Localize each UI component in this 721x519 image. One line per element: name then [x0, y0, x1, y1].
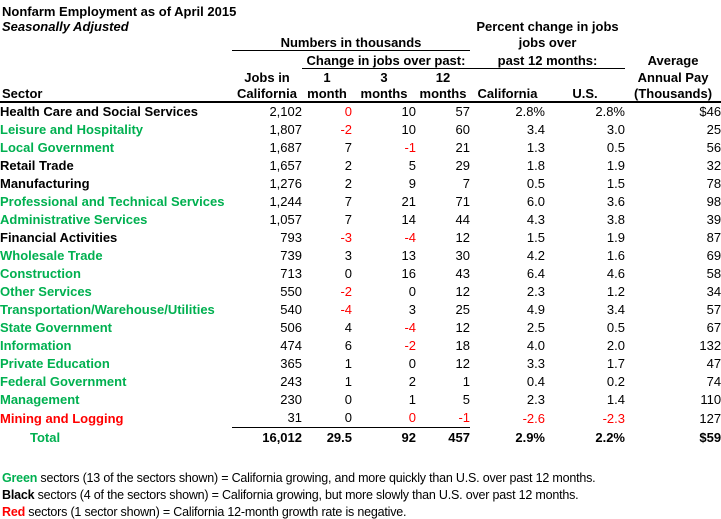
cell-change-1-month: 1	[344, 374, 352, 389]
cell-pct-change-us: 0.2	[606, 374, 625, 389]
table-row	[0, 373, 721, 391]
sector-name: Private Education	[0, 356, 110, 371]
table-row	[0, 121, 721, 139]
cell-average-annual-pay: 110	[700, 392, 721, 407]
cell-pct-change-california: 2.5	[526, 320, 545, 335]
cell-pct-change-california: 3.4	[526, 122, 545, 137]
header-percent-group-line2: jobs over	[518, 35, 577, 50]
header-spacer	[232, 19, 470, 34]
cell-jobs-in-california: 1,244	[269, 194, 302, 209]
cell-change-1-month: 7	[344, 140, 352, 155]
cell-change-1-month: 2	[344, 158, 352, 173]
cell-average-annual-pay: 32	[706, 158, 721, 173]
header-spacer	[625, 34, 721, 50]
cell-jobs-in-california: 1,057	[269, 212, 302, 227]
cell-average-annual-pay: 78	[706, 176, 721, 191]
header-spacer	[232, 50, 302, 68]
cell-change-3-months: 0	[408, 356, 416, 371]
cell-change-1-month: 4	[344, 320, 352, 335]
header-change-group: Change in jobs over past:	[302, 50, 470, 68]
sector-name: State Government	[0, 320, 112, 335]
footnote	[2, 470, 721, 487]
cell-pct-change-california: -2.6	[522, 410, 545, 426]
cell-change-12-months: 71	[455, 194, 470, 209]
cell-change-1-month: 0	[344, 266, 352, 281]
table-row	[0, 175, 721, 193]
cell-change-12-months: 44	[455, 212, 470, 227]
header-spacer	[545, 68, 625, 85]
table-row	[0, 355, 721, 373]
cell-change-12-months: 43	[455, 266, 470, 281]
cell-change-3-months: 1	[408, 392, 416, 407]
sector-name: Management	[0, 392, 80, 407]
total-label: Total	[30, 430, 61, 445]
cell-change-3-months: 14	[401, 212, 416, 227]
cell-average-annual-pay: 58	[706, 266, 721, 281]
cell-change-12-months: 30	[455, 248, 470, 263]
cell-pct-change-california: 2.9%	[515, 430, 545, 445]
cell-pct-change-california: 4.9	[526, 302, 545, 317]
table-row	[0, 247, 721, 265]
table-row	[0, 102, 721, 121]
cell-jobs-in-california: 2,102	[269, 104, 302, 119]
cell-average-annual-pay: $46	[699, 104, 721, 119]
sector-name: Financial Activities	[0, 230, 118, 245]
cell-pct-change-us: 4.6	[606, 266, 625, 281]
cell-change-12-months: 12	[455, 356, 470, 371]
cell-average-annual-pay: 39	[706, 212, 721, 227]
cell-pct-change-us: 1.4	[606, 392, 625, 407]
cell-change-1-month: -3	[340, 230, 352, 245]
table-row	[0, 391, 721, 409]
cell-change-1-month: -2	[340, 122, 352, 137]
footnote-text: sectors (4 of the sectors shown) = California growing, but more slowly than U.S. over past 12 months.	[34, 488, 579, 502]
cell-jobs-in-california: 1,687	[269, 140, 302, 155]
cell-change-3-months: 2	[408, 374, 416, 389]
legend-notes	[0, 470, 721, 519]
table-row	[0, 319, 721, 337]
cell-change-3-months: -1	[404, 140, 416, 155]
cell-change-3-months: -4	[404, 230, 416, 245]
cell-pct-change-us: 0.5	[606, 320, 625, 335]
cell-pct-change-california: 1.5	[526, 230, 545, 245]
cell-jobs-in-california: 1,657	[269, 158, 302, 173]
cell-change-3-months: 0	[408, 284, 416, 299]
table-body	[0, 102, 721, 448]
header-spacer	[0, 68, 232, 85]
header-spacer	[0, 34, 232, 50]
cell-change-1-month: -2	[340, 284, 352, 299]
cell-change-3-months: 10	[401, 104, 416, 119]
cell-jobs-in-california: 474	[280, 338, 302, 353]
cell-change-1-month: -4	[340, 302, 352, 317]
cell-change-1-month: 29.5	[302, 428, 352, 449]
cell-jobs-in-california: 739	[280, 248, 302, 263]
cell-jobs-in-california: 506	[280, 320, 302, 335]
sector-name: Administrative Services	[0, 212, 148, 227]
table-header	[0, 0, 721, 102]
header-3m-line2: months	[352, 85, 416, 102]
header-12m-line1: 12	[435, 70, 451, 85]
cell-change-1-month: 0	[344, 410, 352, 425]
cell-pct-change-california: 3.3	[526, 356, 545, 371]
cell-jobs-in-california: 230	[280, 392, 302, 407]
header-12m-line2: months	[416, 85, 470, 102]
sector-name: Professional and Technical Services	[0, 194, 225, 209]
cell-jobs-in-california: 31	[287, 410, 302, 425]
cell-change-12-months: 57	[455, 104, 470, 119]
cell-change-3-months: 5	[408, 158, 416, 173]
cell-change-3-months: 16	[401, 266, 416, 281]
cell-jobs-in-california: 713	[280, 266, 302, 281]
cell-change-12-months: -1	[458, 410, 470, 425]
cell-change-12-months: 12	[455, 284, 470, 299]
header-3m-line1: 3	[380, 70, 388, 85]
cell-pct-change-california: 2.8%	[515, 104, 545, 119]
cell-average-annual-pay: 25	[706, 122, 721, 137]
cell-average-annual-pay: $59	[699, 430, 721, 445]
cell-change-1-month: 1	[344, 356, 352, 371]
footnote	[2, 504, 721, 519]
cell-average-annual-pay: 127	[699, 410, 721, 426]
cell-change-3-months: 9	[408, 176, 416, 191]
table-row	[0, 139, 721, 157]
cell-pct-change-us: 3.0	[606, 122, 625, 137]
footnote-text: sectors (13 of the sectors shown) = California growing, and more quickly than U.S. over past 12 months.	[37, 471, 596, 485]
cell-pct-change-california: 4.3	[526, 212, 545, 227]
cell-average-annual-pay: 67	[706, 320, 721, 335]
cell-change-1-month: 0	[344, 392, 352, 407]
cell-jobs-in-california: 16,012	[232, 428, 302, 449]
cell-pct-change-us: 1.2	[606, 284, 625, 299]
cell-pct-change-us: 1.7	[606, 356, 625, 371]
header-percent-group-line3: past 12 months:	[470, 50, 625, 68]
cell-pct-change-california: 6.0	[526, 194, 545, 209]
table-row	[0, 409, 721, 428]
footnote-lead: Black	[2, 488, 35, 502]
cell-pct-change-us: 1.5	[606, 176, 625, 191]
footnote-lead: Red	[2, 505, 26, 519]
header-1m-line1: 1	[323, 70, 331, 85]
header-spacer	[0, 50, 232, 68]
cell-change-1-month: 2	[344, 176, 352, 191]
header-jobs-line1: Jobs in	[244, 70, 290, 85]
cell-average-annual-pay: 47	[706, 356, 721, 371]
cell-change-12-months: 29	[455, 158, 470, 173]
cell-average-annual-pay: 56	[706, 140, 721, 155]
cell-change-12-months: 60	[455, 122, 470, 137]
footnote	[2, 487, 721, 504]
cell-pct-change-california: 2.3	[526, 284, 545, 299]
cell-jobs-in-california: 1,276	[269, 176, 302, 191]
cell-change-1-month: 7	[344, 212, 352, 227]
footnote-text: sectors (1 sector shown) = California 12-month growth rate is negative.	[25, 505, 407, 519]
cell-change-3-months: 21	[401, 194, 416, 209]
cell-pct-change-us: -2.3	[602, 410, 625, 426]
cell-pct-change-california: 1.8	[526, 158, 545, 173]
header-1m-line2: month	[302, 85, 352, 102]
cell-pct-change-us: 1.9	[606, 158, 625, 173]
cell-pct-change-california: 0.4	[526, 374, 545, 389]
cell-pct-change-us: 2.8%	[595, 104, 625, 119]
cell-pct-change-california: 2.3	[526, 392, 545, 407]
table-row	[0, 265, 721, 283]
cell-pct-change-california: 6.4	[526, 266, 545, 281]
sector-name: Other Services	[0, 284, 92, 299]
header-spacer	[625, 19, 721, 34]
cell-change-3-months: 13	[401, 248, 416, 263]
cell-pct-change-us: 3.6	[606, 194, 625, 209]
table-row	[0, 301, 721, 319]
header-spacer	[470, 68, 545, 85]
sector-name: Mining and Logging	[0, 410, 124, 426]
header-pct-california: California	[470, 85, 545, 102]
page-subtitle: Seasonally Adjusted	[2, 19, 129, 34]
cell-change-12-months: 25	[455, 302, 470, 317]
cell-average-annual-pay: 98	[706, 194, 721, 209]
table-row	[0, 211, 721, 229]
header-pct-us: U.S.	[545, 85, 625, 102]
cell-change-3-months: 0	[408, 410, 416, 425]
table-row	[0, 229, 721, 247]
header-pay-line1: Average	[647, 53, 699, 68]
cell-pct-change-us: 2.0	[606, 338, 625, 353]
page-title: Nonfarm Employment as of April 2015	[2, 4, 237, 19]
header-pay-line2: Annual Pay	[637, 70, 709, 85]
cell-jobs-in-california: 365	[280, 356, 302, 371]
table-row	[0, 283, 721, 301]
cell-average-annual-pay: 34	[706, 284, 721, 299]
footnote-lead: Green	[2, 471, 38, 485]
cell-change-1-month: 3	[344, 248, 352, 263]
cell-average-annual-pay: 74	[706, 374, 721, 389]
cell-pct-change-us: 1.9	[606, 230, 625, 245]
cell-jobs-in-california: 793	[280, 230, 302, 245]
cell-change-12-months: 12	[455, 320, 470, 335]
cell-average-annual-pay: 57	[706, 302, 721, 317]
sector-name: Construction	[0, 266, 81, 281]
sector-name: Retail Trade	[0, 158, 74, 173]
cell-change-3-months: 10	[401, 122, 416, 137]
cell-change-3-months: -4	[404, 320, 416, 335]
sector-name: Wholesale Trade	[0, 248, 103, 263]
sector-name: Transportation/Warehouse/Utilities	[0, 302, 215, 317]
header-pay-line3: (Thousands)	[625, 85, 721, 102]
sector-name: Local Government	[0, 140, 115, 155]
sector-name: Health Care and Social Services	[0, 104, 198, 119]
header-percent-group-line1: Percent change in jobs	[476, 19, 619, 34]
cell-change-12-months: 21	[455, 140, 470, 155]
cell-pct-change-california: 1.3	[526, 140, 545, 155]
total-row	[0, 428, 721, 449]
cell-change-1-month: 0	[344, 104, 352, 119]
cell-jobs-in-california: 550	[280, 284, 302, 299]
cell-pct-change-us: 3.8	[606, 212, 625, 227]
table-row	[0, 193, 721, 211]
cell-pct-change-us: 3.4	[606, 302, 625, 317]
sector-name: Federal Government	[0, 374, 127, 389]
cell-change-3-months: 3	[408, 302, 416, 317]
cell-change-12-months: 457	[416, 428, 470, 449]
header-jobs-line2: California	[232, 85, 302, 102]
cell-change-1-month: 6	[344, 338, 352, 353]
cell-change-12-months: 12	[455, 230, 470, 245]
cell-pct-change-california: 0.5	[526, 176, 545, 191]
cell-change-1-month: 7	[344, 194, 352, 209]
header-numbers-group: Numbers in thousands	[232, 34, 470, 50]
header-sector: Sector	[0, 85, 232, 102]
cell-pct-change-us: 0.5	[606, 140, 625, 155]
sector-name: Information	[0, 338, 72, 353]
cell-jobs-in-california: 1,807	[269, 122, 302, 137]
sector-name: Leisure and Hospitality	[0, 122, 144, 137]
cell-change-3-months: 92	[352, 428, 416, 449]
cell-jobs-in-california: 540	[280, 302, 302, 317]
cell-change-12-months: 1	[462, 374, 470, 389]
cell-average-annual-pay: 132	[699, 338, 721, 353]
cell-average-annual-pay: 69	[706, 248, 721, 263]
cell-change-3-months: -2	[404, 338, 416, 353]
cell-jobs-in-california: 243	[280, 374, 302, 389]
cell-pct-change-california: 4.0	[526, 338, 545, 353]
table-row	[0, 337, 721, 355]
cell-average-annual-pay: 87	[706, 230, 721, 245]
cell-pct-change-us: 1.6	[606, 248, 625, 263]
cell-pct-change-california: 4.2	[526, 248, 545, 263]
sector-name: Manufacturing	[0, 176, 90, 191]
cell-change-12-months: 18	[455, 338, 470, 353]
cell-pct-change-us: 2.2%	[595, 430, 625, 445]
table-row	[0, 157, 721, 175]
cell-change-12-months: 5	[462, 392, 470, 407]
cell-change-12-months: 7	[462, 176, 470, 191]
